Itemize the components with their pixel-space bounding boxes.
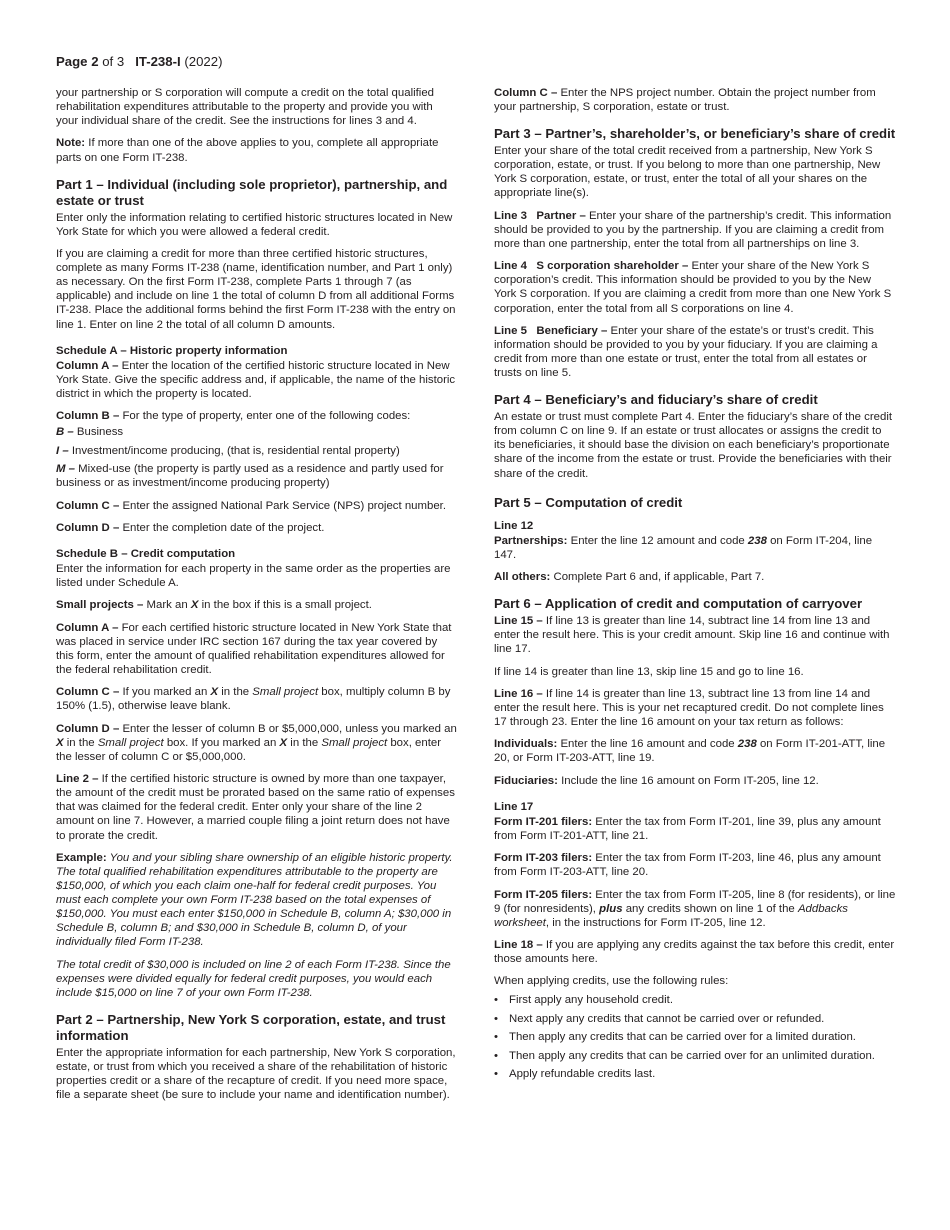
page-label: Page — [56, 54, 88, 69]
label: Column B – — [56, 410, 120, 423]
line-16-paragraph — [494, 687, 896, 729]
bullet-icon: • — [494, 1031, 498, 1044]
text: For each certified historic structure located in New York State that was placed in service under IRC section 167 during the tax year covered by this form, enter the amount of qualified rehabilitation expenditures allowed for the federal rehabilitation credit. — [56, 621, 452, 677]
text: For the type of property, enter one of the following codes: — [119, 410, 411, 423]
x-mark: X — [210, 686, 219, 699]
list-item — [494, 1012, 896, 1026]
text: Enter the line 16 amount and code — [557, 738, 738, 751]
label: Line 18 – — [494, 939, 543, 951]
label: Column A – — [56, 621, 119, 634]
text-italic: Small project — [97, 736, 164, 749]
text: If line 13 is greater than line 14, subtract line 14 from line 13 and enter the result here. This is your credit amount. Skip line 16 and continue with line 17. — [494, 615, 890, 656]
code-investment — [56, 444, 458, 458]
line-15-paragraph-2: If line 14 is greater than line 13, skip line 15 and go to line 16. — [494, 665, 804, 678]
list-item-text: Next apply any credits that cannot be carried over or refunded. — [509, 1012, 825, 1025]
schedule-a-heading: Schedule A – Historic property information — [56, 344, 288, 357]
code-text: Business — [73, 426, 124, 439]
page-of: of 3 — [102, 54, 125, 69]
all-others-paragraph — [494, 570, 896, 584]
label: Column D – — [56, 522, 120, 534]
code-mixed-use — [56, 462, 458, 490]
bullet-icon: • — [494, 1012, 498, 1025]
text: Enter the tax from Form IT-203, line 46, plus any amount from Form IT-203-ATT, line 20. — [494, 852, 881, 879]
note-paragraph — [56, 136, 458, 164]
list-item-text: Then apply any credits that can be carried over for an unlimited duration. — [509, 1049, 875, 1062]
text: in the — [63, 736, 98, 749]
it201-paragraph — [494, 815, 896, 843]
text: Enter your share of the estate’s or trust’s credit. This information should be provided to you by your fiduciary. If you are claiming a credit from more than one estate or trust, enter the total from all estates or trusts on line 5. — [494, 324, 878, 380]
partnerships-paragraph — [494, 534, 896, 562]
list-item — [494, 1030, 896, 1044]
line-18-paragraph — [494, 938, 896, 966]
label: Column C – — [56, 686, 120, 699]
label: Example: — [56, 851, 107, 864]
label: Line 15 – — [494, 615, 543, 628]
text: in the box if this is a small project. — [198, 599, 372, 612]
label: Column A – — [56, 359, 119, 372]
text-italic: Small project — [321, 736, 388, 749]
text: If you are applying any credits against the tax before this credit, enter those amounts here. — [494, 939, 895, 966]
text: Enter the location of the certified historic structure located in New York State. Give the specific address and, if applicable, the name of the historic district in which the property is located. — [56, 359, 456, 400]
text: , in the instructions for Form IT-205, line 12. — [545, 916, 766, 929]
text: Enter the line 12 amount and code — [567, 534, 748, 547]
line-15-paragraph — [494, 614, 896, 656]
text: Enter your share of the partnership’s credit. This information should be provided to you by the partnership. If you are claiming a credit from more than one partnership, enter the total from all partnerships on line 3. — [494, 209, 892, 250]
text: You and your sibling share ownership of an eligible historic property. The total qualified rehabilitation expenditures attributable to the property are $150,000, of which you each claim one-half for federal credit purposes. You must each complete your own Form IT-238 based on the total expenses of $150,000. You must each enter $150,000 in Schedule B, column A; $30,000 in Schedule B, column B; and $30,000 in Schedule B, column D, of your individually filed Form IT-238. — [56, 851, 453, 949]
form-year: (2022) — [184, 54, 223, 69]
code-label: B – — [56, 426, 74, 439]
intro-paragraph: your partnership or S corporation will compute a credit on the total qualified rehabilitation expenditures attributable to the property and provide you with your individual share of the credit. See the instructions for lines 3 and 4. — [56, 87, 434, 128]
label: Form IT-205 filers: — [494, 888, 593, 901]
list-item — [494, 1049, 896, 1063]
label: All others: — [494, 571, 551, 583]
text: If you marked an — [119, 686, 211, 699]
text-bold-italic: plus — [599, 902, 623, 915]
example-paragraph — [56, 851, 458, 950]
bullet-icon: • — [494, 994, 498, 1007]
text: on Form IT-201-ATT, line 20, or Form IT-203-ATT, line 19. — [494, 738, 886, 765]
label: Partnerships: — [494, 534, 568, 547]
line-5-paragraph — [494, 324, 896, 380]
label: Fiduciaries: — [494, 774, 558, 787]
label: Line 3 Partner – — [494, 209, 586, 222]
line-17-heading: Line 17 — [494, 800, 534, 813]
text-italic: Addbacks worksheet — [494, 902, 848, 929]
it205-paragraph — [494, 888, 896, 930]
left-column — [56, 86, 458, 1111]
code: 238 — [737, 738, 757, 751]
x-mark: X — [190, 599, 199, 612]
part2-column-c — [494, 86, 896, 114]
label: Column C – — [56, 499, 120, 512]
schedule-b-paragraph: Enter the information for each property in the same order as the properties are listed under Schedule A. — [56, 563, 451, 590]
text-italic: Small project — [252, 686, 319, 699]
list-item-text: First apply any household credit. — [509, 994, 673, 1007]
part4-paragraph: An estate or trust must complete Part 4. Enter the fiduciary’s share of the credit from column C on line 9. If an estate or trust allocates or assigns the credit to its beneficiaries, it should base the division on each beneficiary’s proportionate share of the income from the estate or trust. Provide the beneficiaries with their share of the credit. — [494, 411, 893, 480]
text: in the — [218, 686, 253, 699]
schedule-a-column-b — [56, 409, 458, 423]
label: Line 2 – — [56, 773, 99, 786]
small-projects — [56, 598, 458, 612]
label: Column D – — [56, 722, 120, 735]
label: Individuals: — [494, 738, 558, 751]
text: Enter the NPS project number. Obtain the project number from your partnership, S corporation, estate or trust. — [494, 87, 876, 114]
text: on Form IT-204, line 147. — [494, 534, 873, 561]
label: Form IT-203 filers: — [494, 852, 593, 865]
text: in the — [287, 736, 322, 749]
rules-list — [494, 993, 896, 1081]
text: If line 14 is greater than line 13, subtract line 13 from line 14 and enter the result here. This is your net recaptured credit. Do not complete lines 17 through 23. Enter the line 16 amount on your tax return as follows: — [494, 687, 884, 729]
text: box, multiply column B by 150% (1.5), otherwise leave blank. — [56, 686, 451, 713]
text: Enter your share of the New York S corporation’s credit. This information should be provided to you by the New York S corporation. If you are claiming a credit from more than one New York S corporation, enter the total from all S corporations on line 4. — [494, 260, 892, 315]
schedule-a-column-a — [56, 359, 458, 401]
text: Enter the assigned National Park Service (NPS) project number. — [119, 499, 446, 512]
code: 238 — [747, 534, 767, 547]
part3-heading: Part 3 – Partner’s, shareholder’s, or beneficiary’s share of credit — [494, 126, 896, 142]
line-3-paragraph — [494, 209, 896, 251]
code-label: I – — [56, 444, 69, 457]
list-item — [494, 1067, 896, 1081]
bullet-icon: • — [494, 1068, 498, 1081]
x-mark: X — [279, 736, 288, 749]
note-label: Note: — [56, 137, 86, 150]
example-paragraph-2: The total credit of $30,000 is included on line 2 of each Form IT-238. Since the expenses were divided equally for federal credit purposes, you would each include $15,000 on line 7 of your own Form IT-238. — [56, 958, 451, 999]
schedule-b-column-a — [56, 621, 458, 677]
schedule-a-column-d — [56, 521, 458, 535]
label: Line 5 Beneficiary – — [494, 324, 608, 337]
label: Small projects – — [56, 599, 144, 612]
part2-heading: Part 2 – Partnership, New York S corporation, estate, and trust information — [56, 1011, 446, 1043]
label: Form IT-201 filers: — [494, 815, 593, 828]
rules-intro: When applying credits, use the following rules: — [494, 975, 729, 988]
line-12-heading: Line 12 — [494, 519, 534, 532]
part6-heading: Part 6 – Application of credit and computation of carryover — [494, 596, 863, 612]
text: Enter the tax from Form IT-201, line 39, plus any amount from Form IT-201-ATT, line 21. — [494, 815, 881, 842]
page-header — [56, 54, 222, 69]
text: box, enter the lesser of column C or $5,000,000. — [56, 736, 442, 763]
part1-paragraph-1: Enter only the information relating to certified historic structures located in New York State for which you were allowed a federal credit. — [56, 211, 453, 238]
text: box. If you marked an — [163, 736, 280, 749]
line-2-paragraph — [56, 772, 458, 842]
text: Enter the completion date of the project. — [119, 522, 325, 534]
label: Column C – — [494, 87, 558, 99]
label: Line 16 – — [494, 687, 543, 700]
schedule-b-heading: Schedule B – Credit computation — [56, 548, 236, 561]
page-number: 2 — [91, 54, 99, 69]
form-id: IT-238-I — [135, 54, 181, 69]
text: Mark an — [143, 599, 191, 612]
text: Include the line 16 amount on Form IT-205, line 12. — [557, 774, 819, 787]
it203-paragraph — [494, 851, 896, 879]
fiduciaries-paragraph — [494, 774, 896, 788]
label: Line 4 S corporation shareholder – — [494, 260, 689, 273]
text: Enter the tax from Form IT-205, line 8 (for residents), or line 9 (for nonresidents), — [494, 888, 896, 915]
text: Complete Part 6 and, if applicable, Part 7. — [550, 571, 765, 583]
note-text: If more than one of the above applies to you, complete all appropriate parts on one Form IT-238. — [56, 137, 439, 164]
text: If the certified historic structure is owned by more than one taxpayer, the amount of the credit must be prorated based on the same ratio of expenses that was claimed for the federal credit. Enter only your share of the line 2 amount on line 7. However, a married couple filing a joint return does not have to prorate the credit. — [56, 773, 455, 842]
part3-paragraph: Enter your share of the total credit received from a partnership, New York S corporation, estate, or trust. If you belong to more than one partnership, New York S corporation, estate, or trust, enter the total of all your shares on the appropriate line(s). — [494, 145, 881, 200]
list-item-text: Apply refundable credits last. — [509, 1068, 656, 1081]
bullet-icon: • — [494, 1049, 498, 1062]
schedule-a-column-c — [56, 499, 458, 513]
individuals-paragraph — [494, 737, 896, 765]
part1-heading: Part 1 – Individual (including sole proprietor), partnership, and estate or trust — [56, 176, 448, 208]
code-business — [56, 425, 458, 439]
code-text: Mixed-use (the property is partly used as a residence and partly used for business or as investment/income producing property) — [56, 463, 444, 490]
part2-paragraph: Enter the appropriate information for each partnership, New York S corporation, estate, or trust from which you received a share of the rehabilitation of historic properties credit or a share of the recapture of credit. If you need more space, file a separate sheet (be sure to include your name and identification number). — [56, 1046, 456, 1102]
list-item-text: Then apply any credits that can be carried over for a limited duration. — [509, 1031, 856, 1044]
right-column — [494, 86, 896, 1085]
text: Enter the lesser of column B or $5,000,000, unless you marked an — [119, 722, 457, 735]
schedule-b-column-d — [56, 722, 458, 764]
part4-heading: Part 4 – Beneficiary’s and fiduciary’s share of credit — [494, 392, 818, 408]
part1-paragraph-2: If you are claiming a credit for more than three certified historic structures, complete as many Forms IT-238 (name, identification number, and Part 1 only) as necessary. On the first Form IT-238, complete Parts 1 through 7 (as applicable) and include on line 1 the total of column D from all additional Forms IT-238. Place the additional forms behind the first Form IT-238 with the entry on line 1. Enter on line 2 the total of all column D amounts. — [56, 248, 456, 331]
code-label: M – — [56, 463, 75, 476]
code-text: Investment/income producing, (that is, residential rental property) — [68, 444, 400, 457]
text: any credits shown on line 1 of the — [622, 902, 798, 915]
line-4-paragraph — [494, 259, 896, 315]
x-mark: X — [56, 736, 64, 749]
schedule-b-column-c — [56, 685, 458, 713]
part5-heading: Part 5 – Computation of credit — [494, 494, 683, 510]
list-item — [494, 993, 896, 1007]
